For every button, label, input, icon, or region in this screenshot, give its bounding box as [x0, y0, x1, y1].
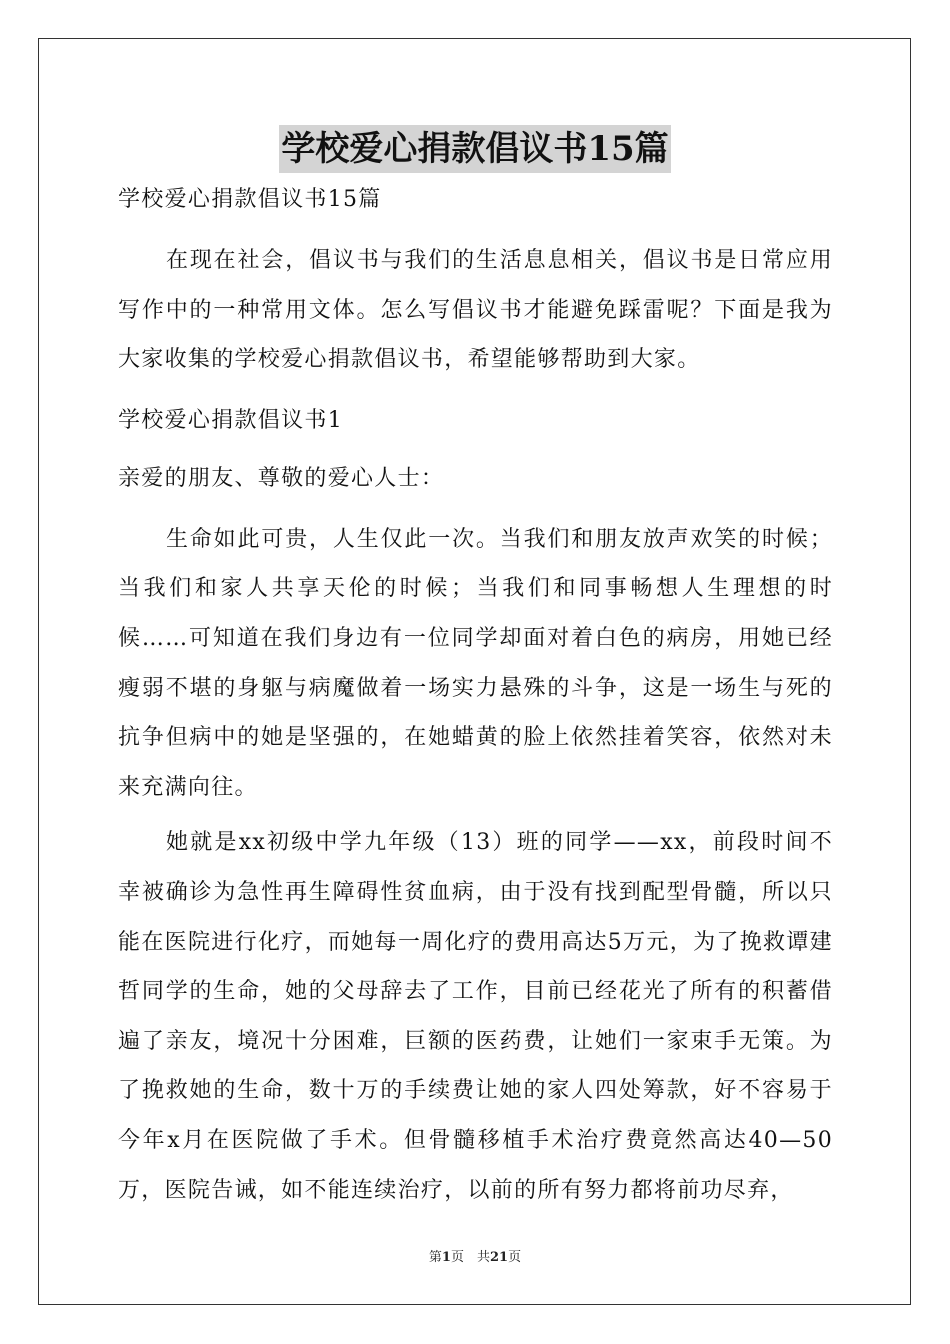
body-paragraph-2: 她就是xx初级中学九年级（13）班的同学——xx，前段时间不幸被确诊为急性再生障碍性贫血病，由于没有找到配型骨髓，所以只能在医院进行化疗，而她每一周化疗的费用高达5万元，为了挽救谭建哲同学的生命，她的父母辞去了工作，目前已经花光了所有的积蓄借遍了亲友，境况十分困难，巨额的医药费，让她们一家束手无策。为了挽救她的生命，数十万的手续费让她的家人四处筹款，好不容易于今年x月在医院做了手术。但骨髓移植手术治疗费竟然高达40—50万，医院告诫，如不能连续治疗，以前的所有努力都将前功尽弃，: [118, 830, 833, 1203]
footer-prefix: 第: [428, 1250, 442, 1265]
body-paragraph-1: 生命如此可贵，人生仅此一次。当我们和朋友放声欢笑的时候；当我们和家人共享天伦的时候；当我们和同事畅想人生理想的时候……可知道在我们身边有一位同学却面对着白色的病房，用她已经瘦弱不堪的身躯与病魔做着一场实力悬殊的斗争，这是一场生与死的抗争但病中的她是坚强的，在她蜡黄的脸上依然挂着笑容，依然对未来充满向往。: [118, 526, 833, 800]
section-heading: 学校爱心捐款倡议书1: [118, 407, 343, 433]
footer-total-pages: 21: [489, 1250, 509, 1265]
footer-mid: 页 共: [450, 1250, 490, 1265]
footer-current-page: 1: [441, 1250, 451, 1265]
subtitle-line: 学校爱心捐款倡议书15篇: [118, 187, 382, 212]
page-footer: [0, 1246, 950, 1265]
intro-paragraph: 在现在社会，倡议书与我们的生活息息相关，倡议书是日常应用写作中的一种常用文体。怎么写倡议书才能避免踩雷呢？下面是我为大家收集的学校爱心捐款倡议书，希望能够帮助到大家。: [118, 248, 833, 373]
document-title: 学校爱心捐款倡议书15篇: [279, 125, 670, 173]
document-body: [118, 178, 833, 1215]
greeting-line: 亲爱的朋友、尊敬的爱心人士：: [118, 465, 445, 491]
title-container: [0, 125, 950, 173]
footer-suffix: 页: [508, 1250, 522, 1265]
